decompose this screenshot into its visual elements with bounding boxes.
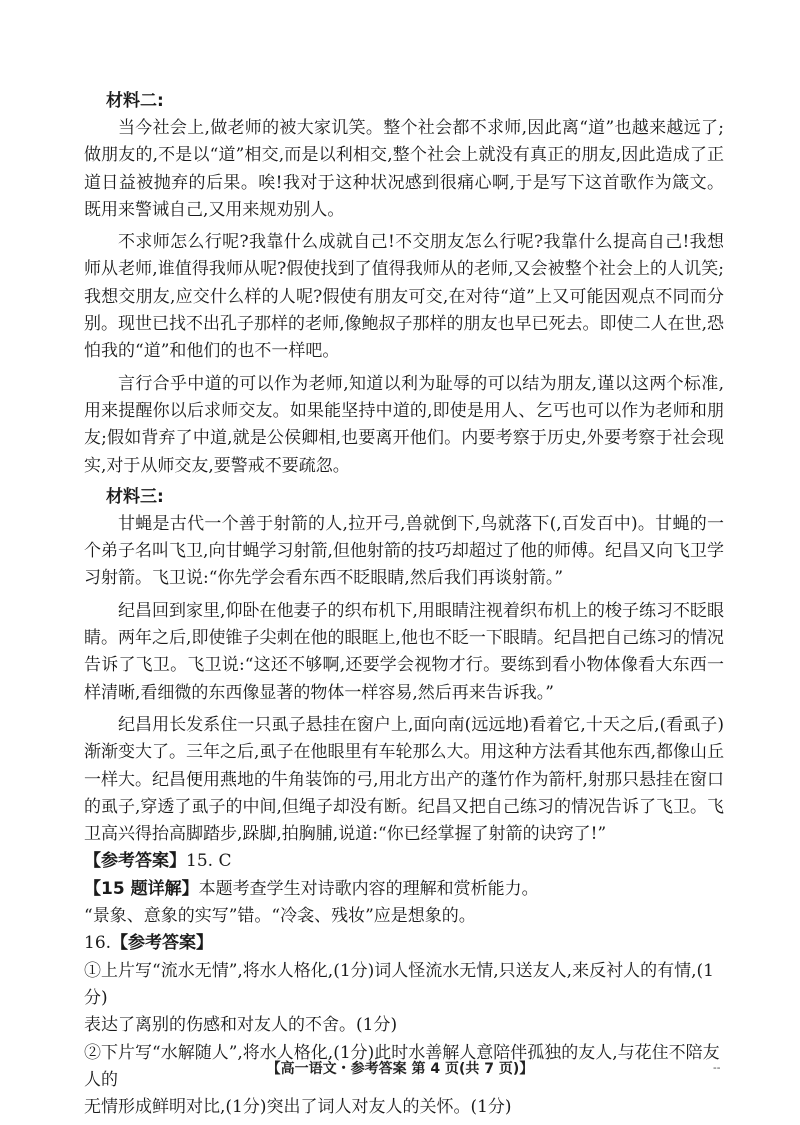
material3-paragraph-3: 纪昌用长发系住一只虱子悬挂在窗户上,面向南(远远地)看着它,十天之后,(看虱子)渐渐变大了。三年之后,虱子在他眼里有车轮那么大。用这种方法看其他东西,都像山丘一样大。纪昌便用燕地的牛角装饰的弓,用北方出产的蓬竹作为箭杆,射那只悬挂在窗口的虱子,穿透了虱子的中间,但绳子却没有断。纪昌又把自己练习的情况告诉了飞卫。飞卫高兴得抬高脚踏步,跺脚,拍胸脯,说道:“你已经掌握了射箭的诀窍了!” (84, 714, 724, 845)
material2-heading: 材料二: (106, 91, 164, 111)
material3-heading: 材料三: (106, 486, 164, 507)
material2-paragraph-1: 当今社会上,做老师的被大家讥笑。整个社会都不求师,因此离“道”也越来越远了;做朋友的,不是以“道”相交,而是以利相交,整个社会上就没有真正的朋友,因此造成了正道日益被抛弃的后果。唉!我对于这种状况感到很痛心啊,于是写下这首歌作为箴文。既用来警诫自己,又用来规劝别人。 (84, 118, 724, 220)
document-body (84, 88, 724, 1121)
q15-answer: 15. C (186, 851, 232, 872)
q15-note: “景象、意象的实写”错。“冷衾、残妆”应是想象的。 (84, 906, 476, 927)
q16-number: 16. (84, 933, 112, 954)
material2-paragraph-2: 不求师怎么行呢?我靠什么成就自己!不交朋友怎么行呢?我靠什么提高自己!我想师从老师,谁值得我师从呢?假使找到了值得我师从的老师,又会被整个社会上的人讥笑;我想交朋友,应交什么样的人呢?假使有朋友可交,在对待“道”上又可能因观点不同而分别。现世已找不出孔子那样的老师,像鲍叔子那样的朋友也早已死去。即使二人在世,恐怕我的“道”和他们的也不一样吧。 (84, 232, 724, 362)
q15-explain: 本题考查学生对诗歌内容的理解和赏析能力。 (198, 878, 539, 899)
material2-paragraph-3: 言行合乎中道的可以作为老师,知道以利为耻辱的可以结为朋友,谨以这两个标准,用来提醒你以后求师交友。如果能坚持中道的,即使是用人、乞丐也可以作为老师和朋友;假如背弃了中道,就是公侯卿相,也要离开他们。内要考察于历史,外要考察于社会现实,对于从师交友,要警戒不要疏忽。 (84, 373, 724, 476)
q15-answer-label: 【参考答案】 (84, 851, 186, 872)
corner-mark: -- (713, 1061, 721, 1074)
q15-explain-line (84, 876, 724, 903)
q15-answer-line (84, 848, 724, 875)
q16-item1-line2: 表达了离别的伤感和对友人的不舍。(1分) (84, 1015, 398, 1036)
q16-item2-line1: ②下片写“水解随人”,将水人格化,(1分)此时水善解人意陪伴孤独的友人,与花住不陪友人的 (84, 1042, 720, 1090)
q16-answer-label: 【参考答案】 (111, 933, 214, 954)
q15-explain-label: 【15 题详解】 (84, 878, 199, 899)
page-footer: 【高一语文・参考答案 第 4 页(共 7 页)】 (266, 1061, 534, 1077)
q16-answer-line (84, 930, 724, 957)
material3-paragraph-2: 纪昌回到家里,仰卧在他妻子的织布机下,用眼睛注视着织布机上的梭子练习不眨眼睛。两年之后,即使锥子尖刺在他的眼眶上,他也不眨一下眼睛。纪昌把自己练习的情况告诉了飞卫。飞卫说:“这还不够啊,还要学会视物才行。要练到看小物体像看大东西一样清晰,看细微的东西像显著的物体一样容易,然后再来告诉我。” (84, 600, 724, 703)
q16-item2-line2: 无情形成鲜明对比,(1分)突出了词人对友人的关怀。(1分) (84, 1097, 512, 1118)
material3-paragraph-1: 甘蝇是古代一个善于射箭的人,拉开弓,兽就倒下,鸟就落下(,百发百中)。甘蝇的一个弟子名叫飞卫,向甘蝇学习射箭,但他射箭的技巧却超过了他的师傅。纪昌又向飞卫学习射箭。飞卫说:“你先学会看东西不眨眼睛,然后我们再谈射箭。” (84, 513, 724, 589)
q16-item1-line1: ①上片写“流水无情”,将水人格化,(1分)词人怪流水无情,只送友人,来反衬人的有情,(1分) (84, 960, 714, 1008)
